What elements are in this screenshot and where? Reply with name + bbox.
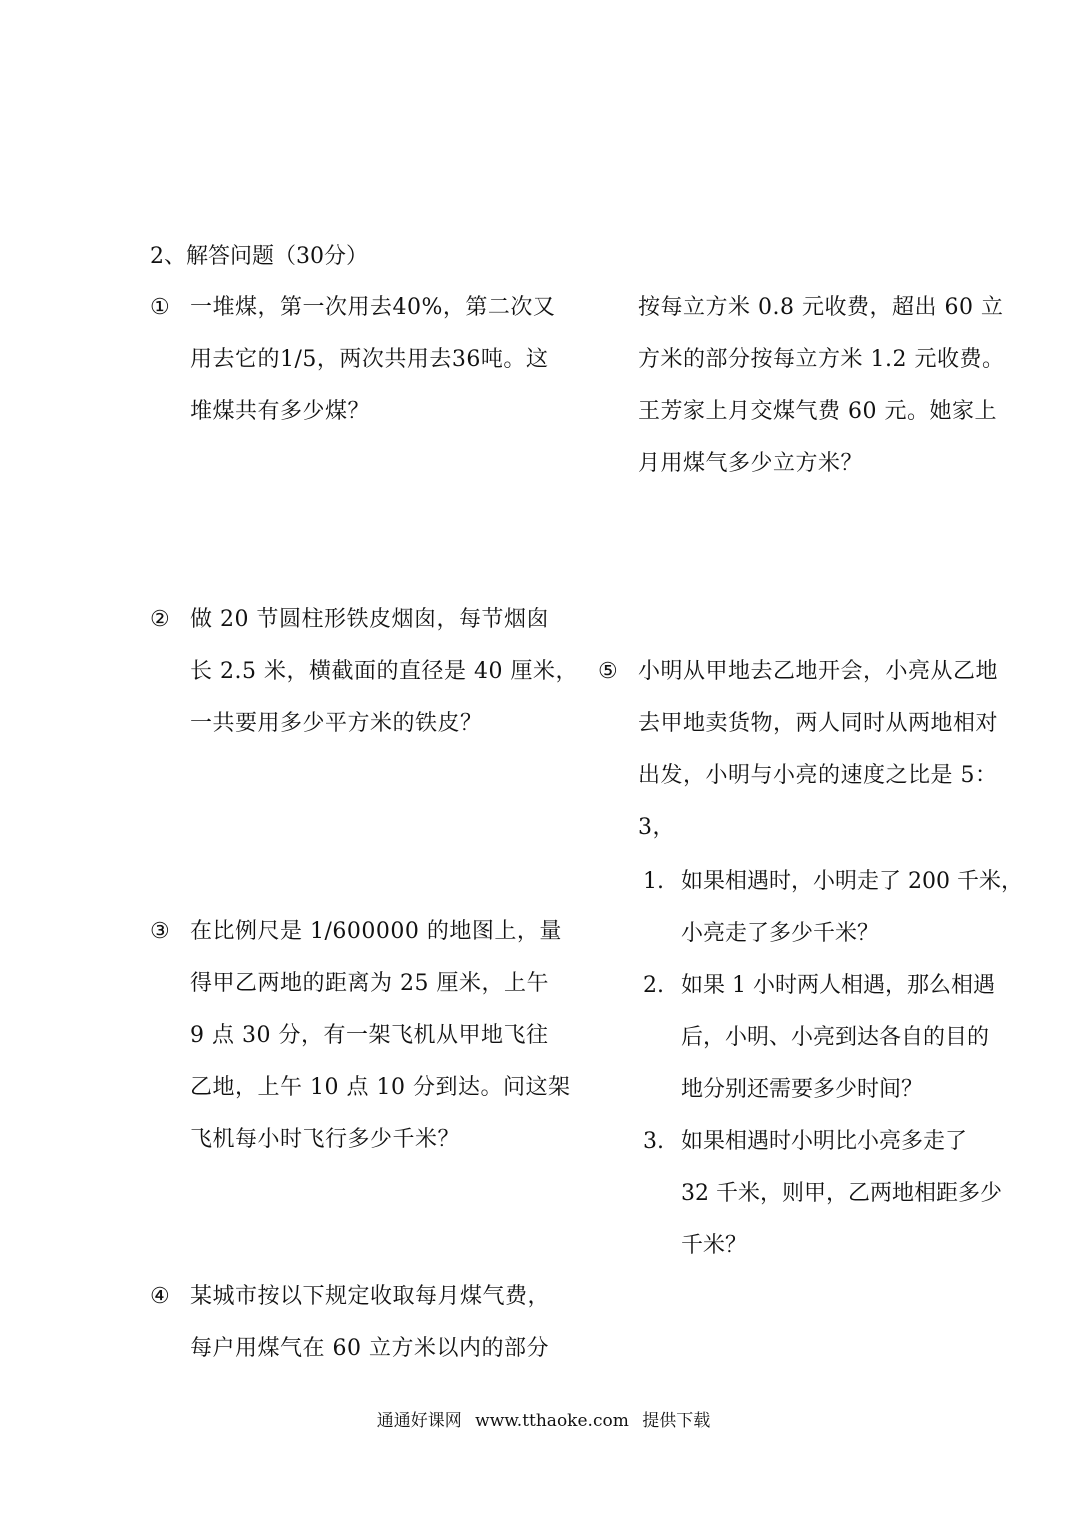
question-line: 月用煤气多少立方米？: [638, 451, 864, 476]
question-line: 小明从甲地去乙地开会，小亮从乙地: [638, 659, 999, 684]
question-line: 飞机每小时飞行多少千米？: [190, 1127, 461, 1152]
question-line: 某城市按以下规定收取每月煤气费，: [190, 1284, 551, 1309]
question-3: [150, 906, 590, 1168]
footer-note: 提供下载: [642, 1411, 711, 1431]
question-1: [150, 282, 590, 442]
subquestion-line: 千米？: [681, 1233, 748, 1258]
subquestion-line: 如果相遇时，小明走了 200 千米，: [681, 869, 1023, 894]
question-line: 一共要用多少平方米的铁皮？: [190, 711, 483, 736]
question-4-continued: [598, 282, 1038, 492]
subquestion-line: 32 千米，则甲，乙两地相距多少: [681, 1181, 1002, 1206]
question-line: 每户用煤气在 60 立方米以内的部分: [190, 1336, 549, 1361]
question-4: [150, 1271, 590, 1377]
question-5: [598, 646, 1038, 856]
question-line: 出发，小明与小亮的速度之比是 5：: [638, 763, 998, 788]
subquestion-line: 地分别还需要多少时间？: [681, 1077, 924, 1102]
question-line: 长 2.5 米，横截面的直径是 40 厘米，: [190, 659, 578, 684]
subquestion-3: [643, 1116, 1043, 1272]
question-marker: ②: [150, 607, 170, 632]
question-line: 乙地，上午 10 点 10 分到达。问这架: [190, 1075, 571, 1100]
question-line: 一堆煤，第一次用去40%，第二次又: [190, 295, 556, 320]
subquestion-line: 后，小明、小亮到达各自的目的: [681, 1025, 990, 1050]
question-marker: ⑤: [598, 659, 618, 684]
footer-site-name: 通通好课网: [376, 1411, 462, 1431]
question-line: 9 点 30 分，有一架飞机从甲地飞往: [190, 1023, 549, 1048]
question-line: 做 20 节圆柱形铁皮烟囱，每节烟囱: [190, 607, 549, 632]
question-marker: ④: [150, 1284, 170, 1309]
footer-url[interactable]: www.tthaoke.com: [475, 1411, 629, 1431]
question-line: 方米的部分按每立方米 1.2 元收费。: [638, 347, 1005, 372]
subquestion-index: 3.: [643, 1129, 664, 1154]
section-title: 2、解答问题（30分）: [150, 244, 368, 269]
subquestion-2: [643, 960, 1043, 1116]
question-line: 堆煤共有多少煤？: [190, 399, 371, 424]
question-line: 在比例尺是 1/600000 的地图上，量: [190, 919, 562, 944]
question-marker: ①: [150, 295, 170, 320]
subquestion-1: [643, 856, 1043, 960]
subquestion-line: 小亮走了多少千米？: [681, 921, 880, 946]
page-footer: [0, 1408, 1087, 1434]
question-line: 用去它的1/5，两次共用去36吨。这: [190, 347, 549, 372]
subquestion-index: 1.: [643, 869, 664, 894]
subquestion-line: 如果 1 小时两人相遇，那么相遇: [681, 973, 995, 998]
question-2: [150, 594, 590, 754]
question-line: 按每立方米 0.8 元收费，超出 60 立: [638, 295, 1004, 320]
question-line: 王芳家上月交煤气费 60 元。她家上: [638, 399, 997, 424]
subquestion-index: 2.: [643, 973, 664, 998]
question-marker: ③: [150, 919, 170, 944]
subquestion-line: 如果相遇时小明比小亮多走了: [681, 1129, 968, 1154]
question-line: 得甲乙两地的距离为 25 厘米，上午: [190, 971, 549, 996]
question-line: 去甲地卖货物，两人同时从两地相对: [638, 711, 999, 736]
question-line: 3，: [638, 815, 675, 840]
